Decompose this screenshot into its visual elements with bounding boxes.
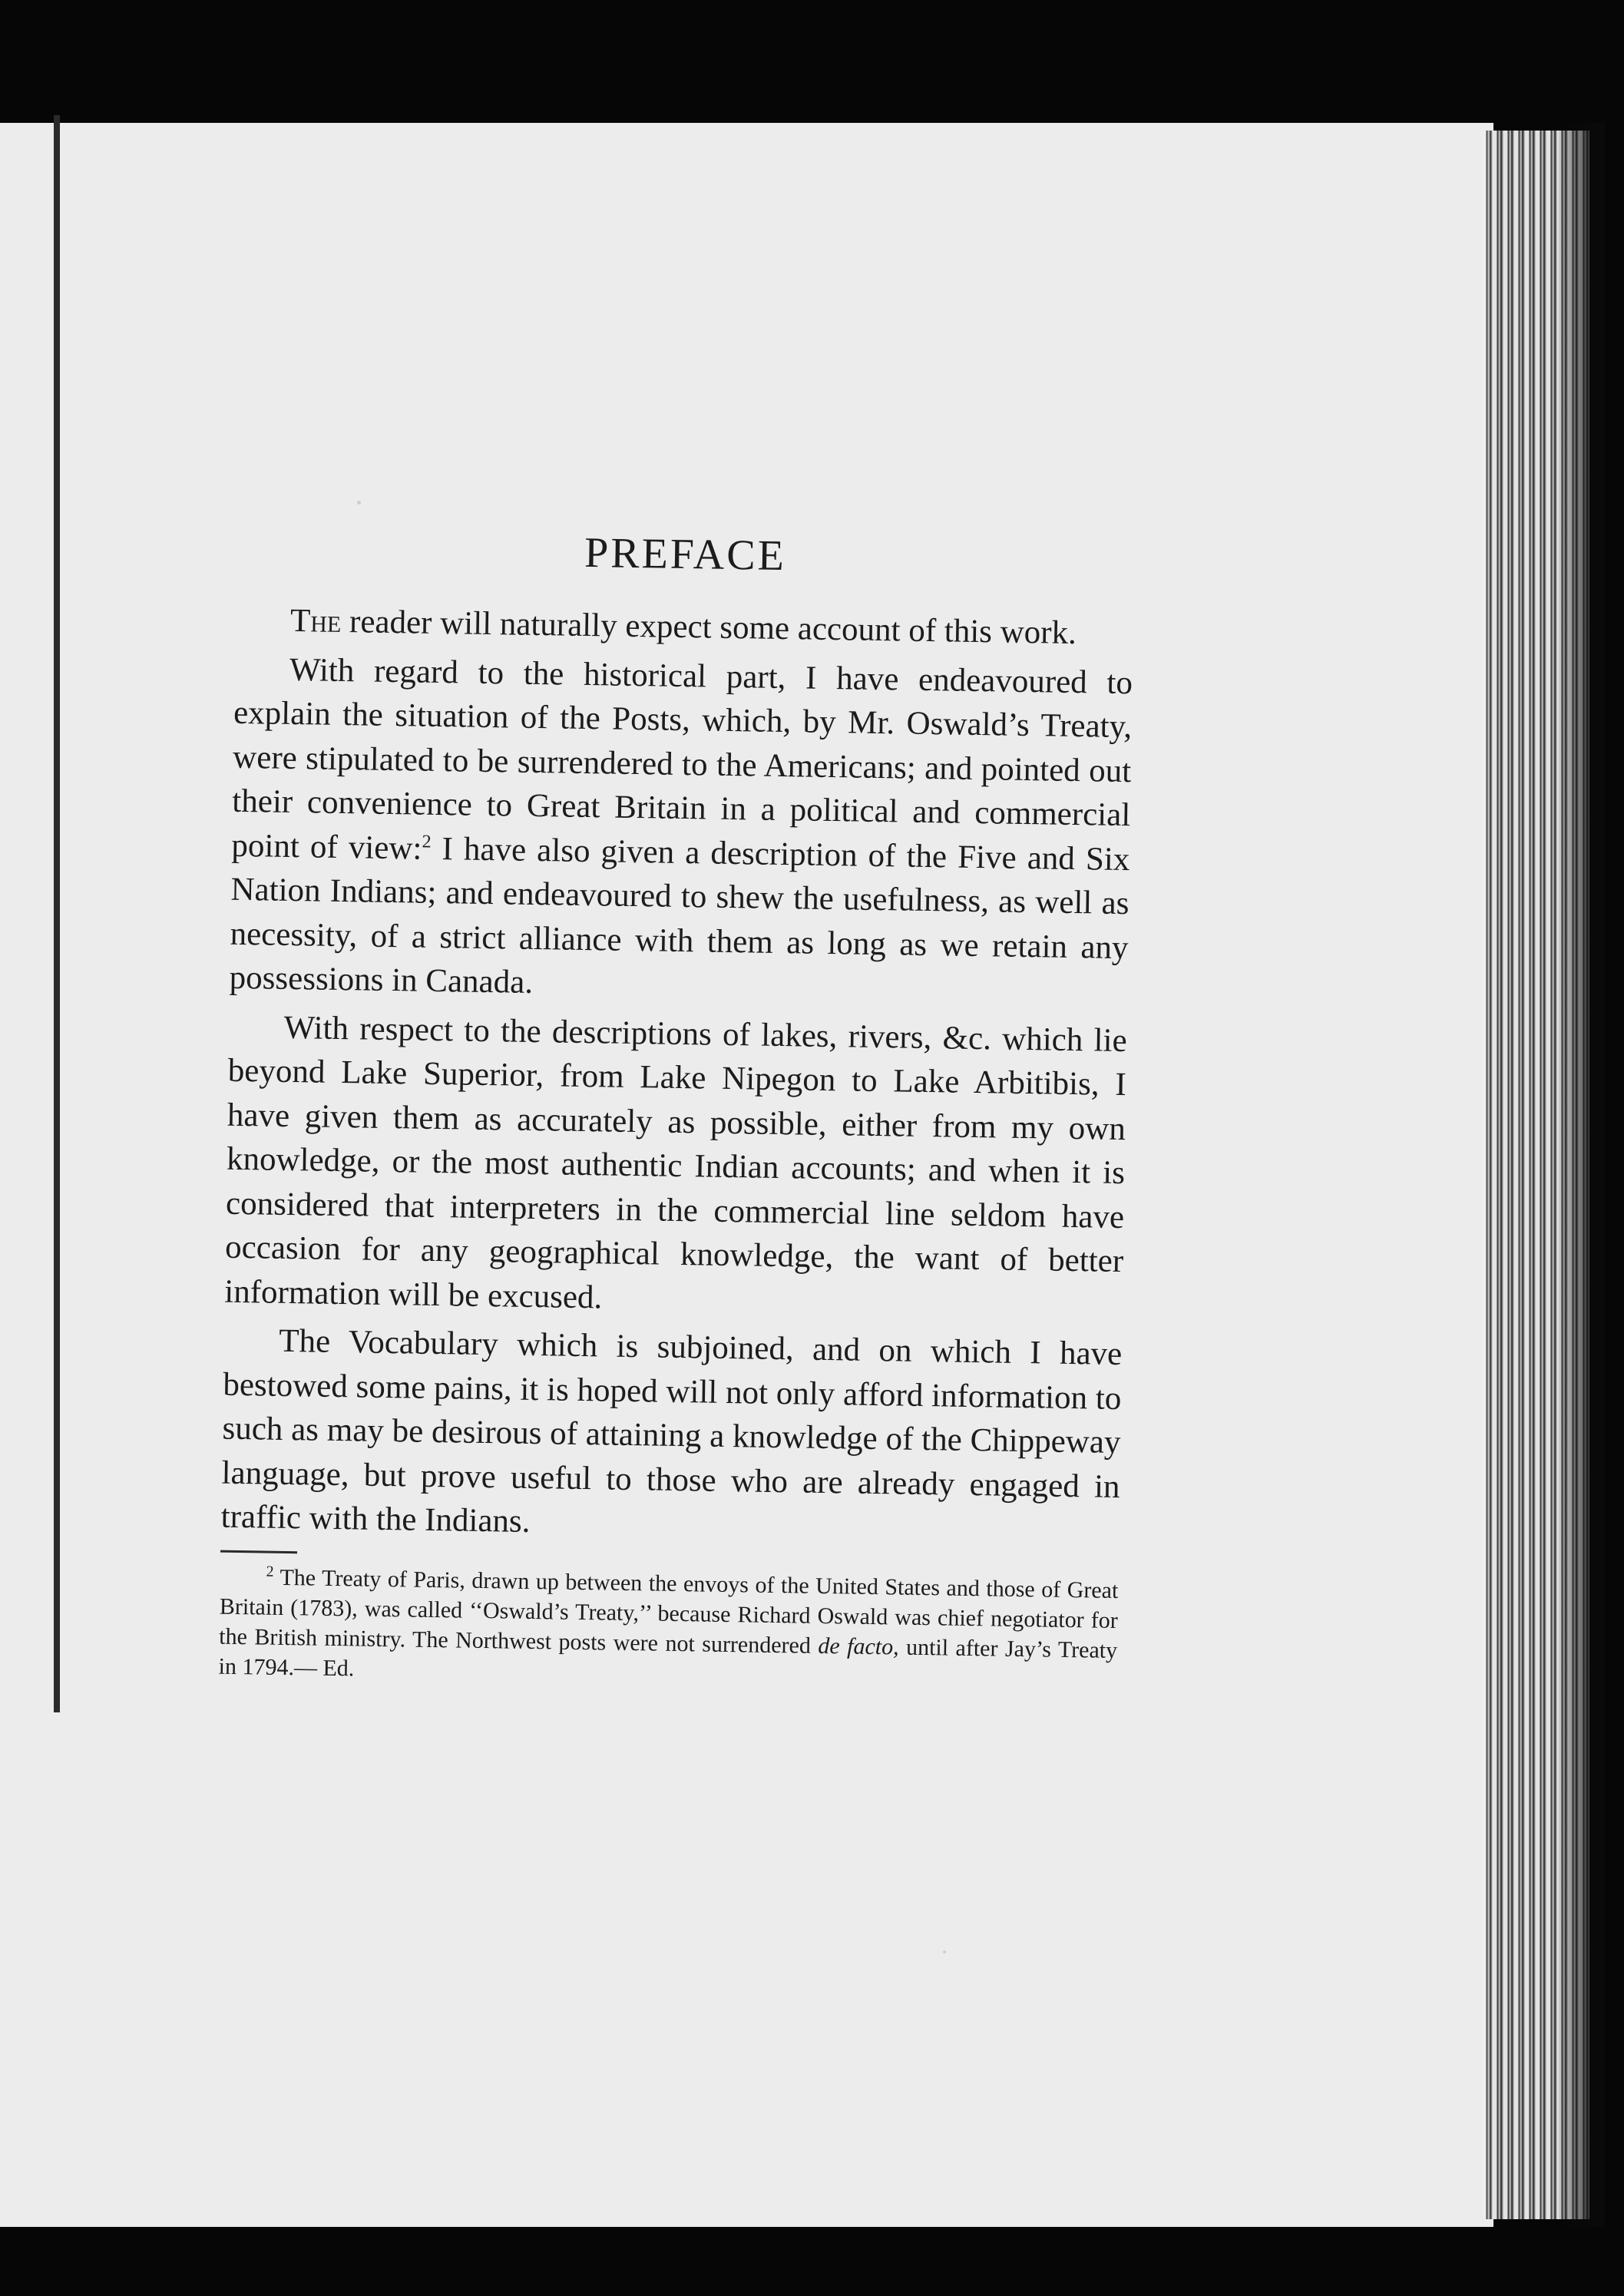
binding-gutter [54,115,60,1712]
paragraph-1 [235,598,1134,657]
paragraph-2 [229,647,1133,1014]
paper-speck [357,501,361,505]
paragraph-lead: The [289,602,342,640]
paragraph-text: With regard to the historical part, I have endeavoured to explain the situation of the Posts, which, by Mr. Oswald’s Treaty, were stipulated to be surrendered to the Americans; and pointed out their convenience to Great Britain in a political and commercial point of view: [231,651,1133,867]
editor-signature: Ed. [322,1655,355,1681]
paragraph-text: The Vocabulary which is subjoined, and on which I have bestowed some pains, it is hoped will not only afford information to such as may be desirous of attaining a knowledge of the Chippeway language, but prove useful to those who are already engaged in traffic with the Indians. [220,1322,1123,1540]
page-edge-shadow [1559,123,1605,2227]
paper-speck [943,1950,946,1954]
footnote [218,1561,1118,1695]
paragraph-3 [224,1004,1127,1328]
paragraph-4 [220,1318,1122,1553]
footnote-text-continued: until after Jay’s Treaty in 1794.— [218,1634,1118,1681]
paragraph-text: With respect to the descriptions of lakes, rivers, &c. which lie beyond Lake Superior, from Lake Nipegon to Lake Arbitibis, I have given them as accurately as possible, either from my own knowledge, or the most authentic Indian accounts; and when it is considered that interpreters in the commercial line seldom have occasion for any geographical knowledge, the want of better information will be excused. [223,1009,1127,1315]
paragraph-text: reader will naturally expect some account of this work. [340,603,1077,652]
footnote-rule [220,1550,297,1553]
page-title: PREFACE [584,528,787,581]
page-text [218,523,1135,1696]
footnote-italic: de facto, [818,1633,899,1660]
paragraph-text-continued: I have also given a description of the Five and Six Nation Indians; and endeavoured to shew the usefulness, as well as necessity, of a strict alliance with them as long as we retain any possessions in Canada. [229,830,1130,1001]
footnote-mark: 2 [266,1563,274,1580]
footnote-reference[interactable]: 2 [422,831,432,852]
footnote-text: The Treaty of Paris, drawn up between the envoys of the United States and those of Great Britain (1783), was called ‘‘Oswald’s Treaty,’’ because Richard Oswald was chief negotiator for the British ministry. The Northwest posts were not surrendered [219,1564,1119,1659]
